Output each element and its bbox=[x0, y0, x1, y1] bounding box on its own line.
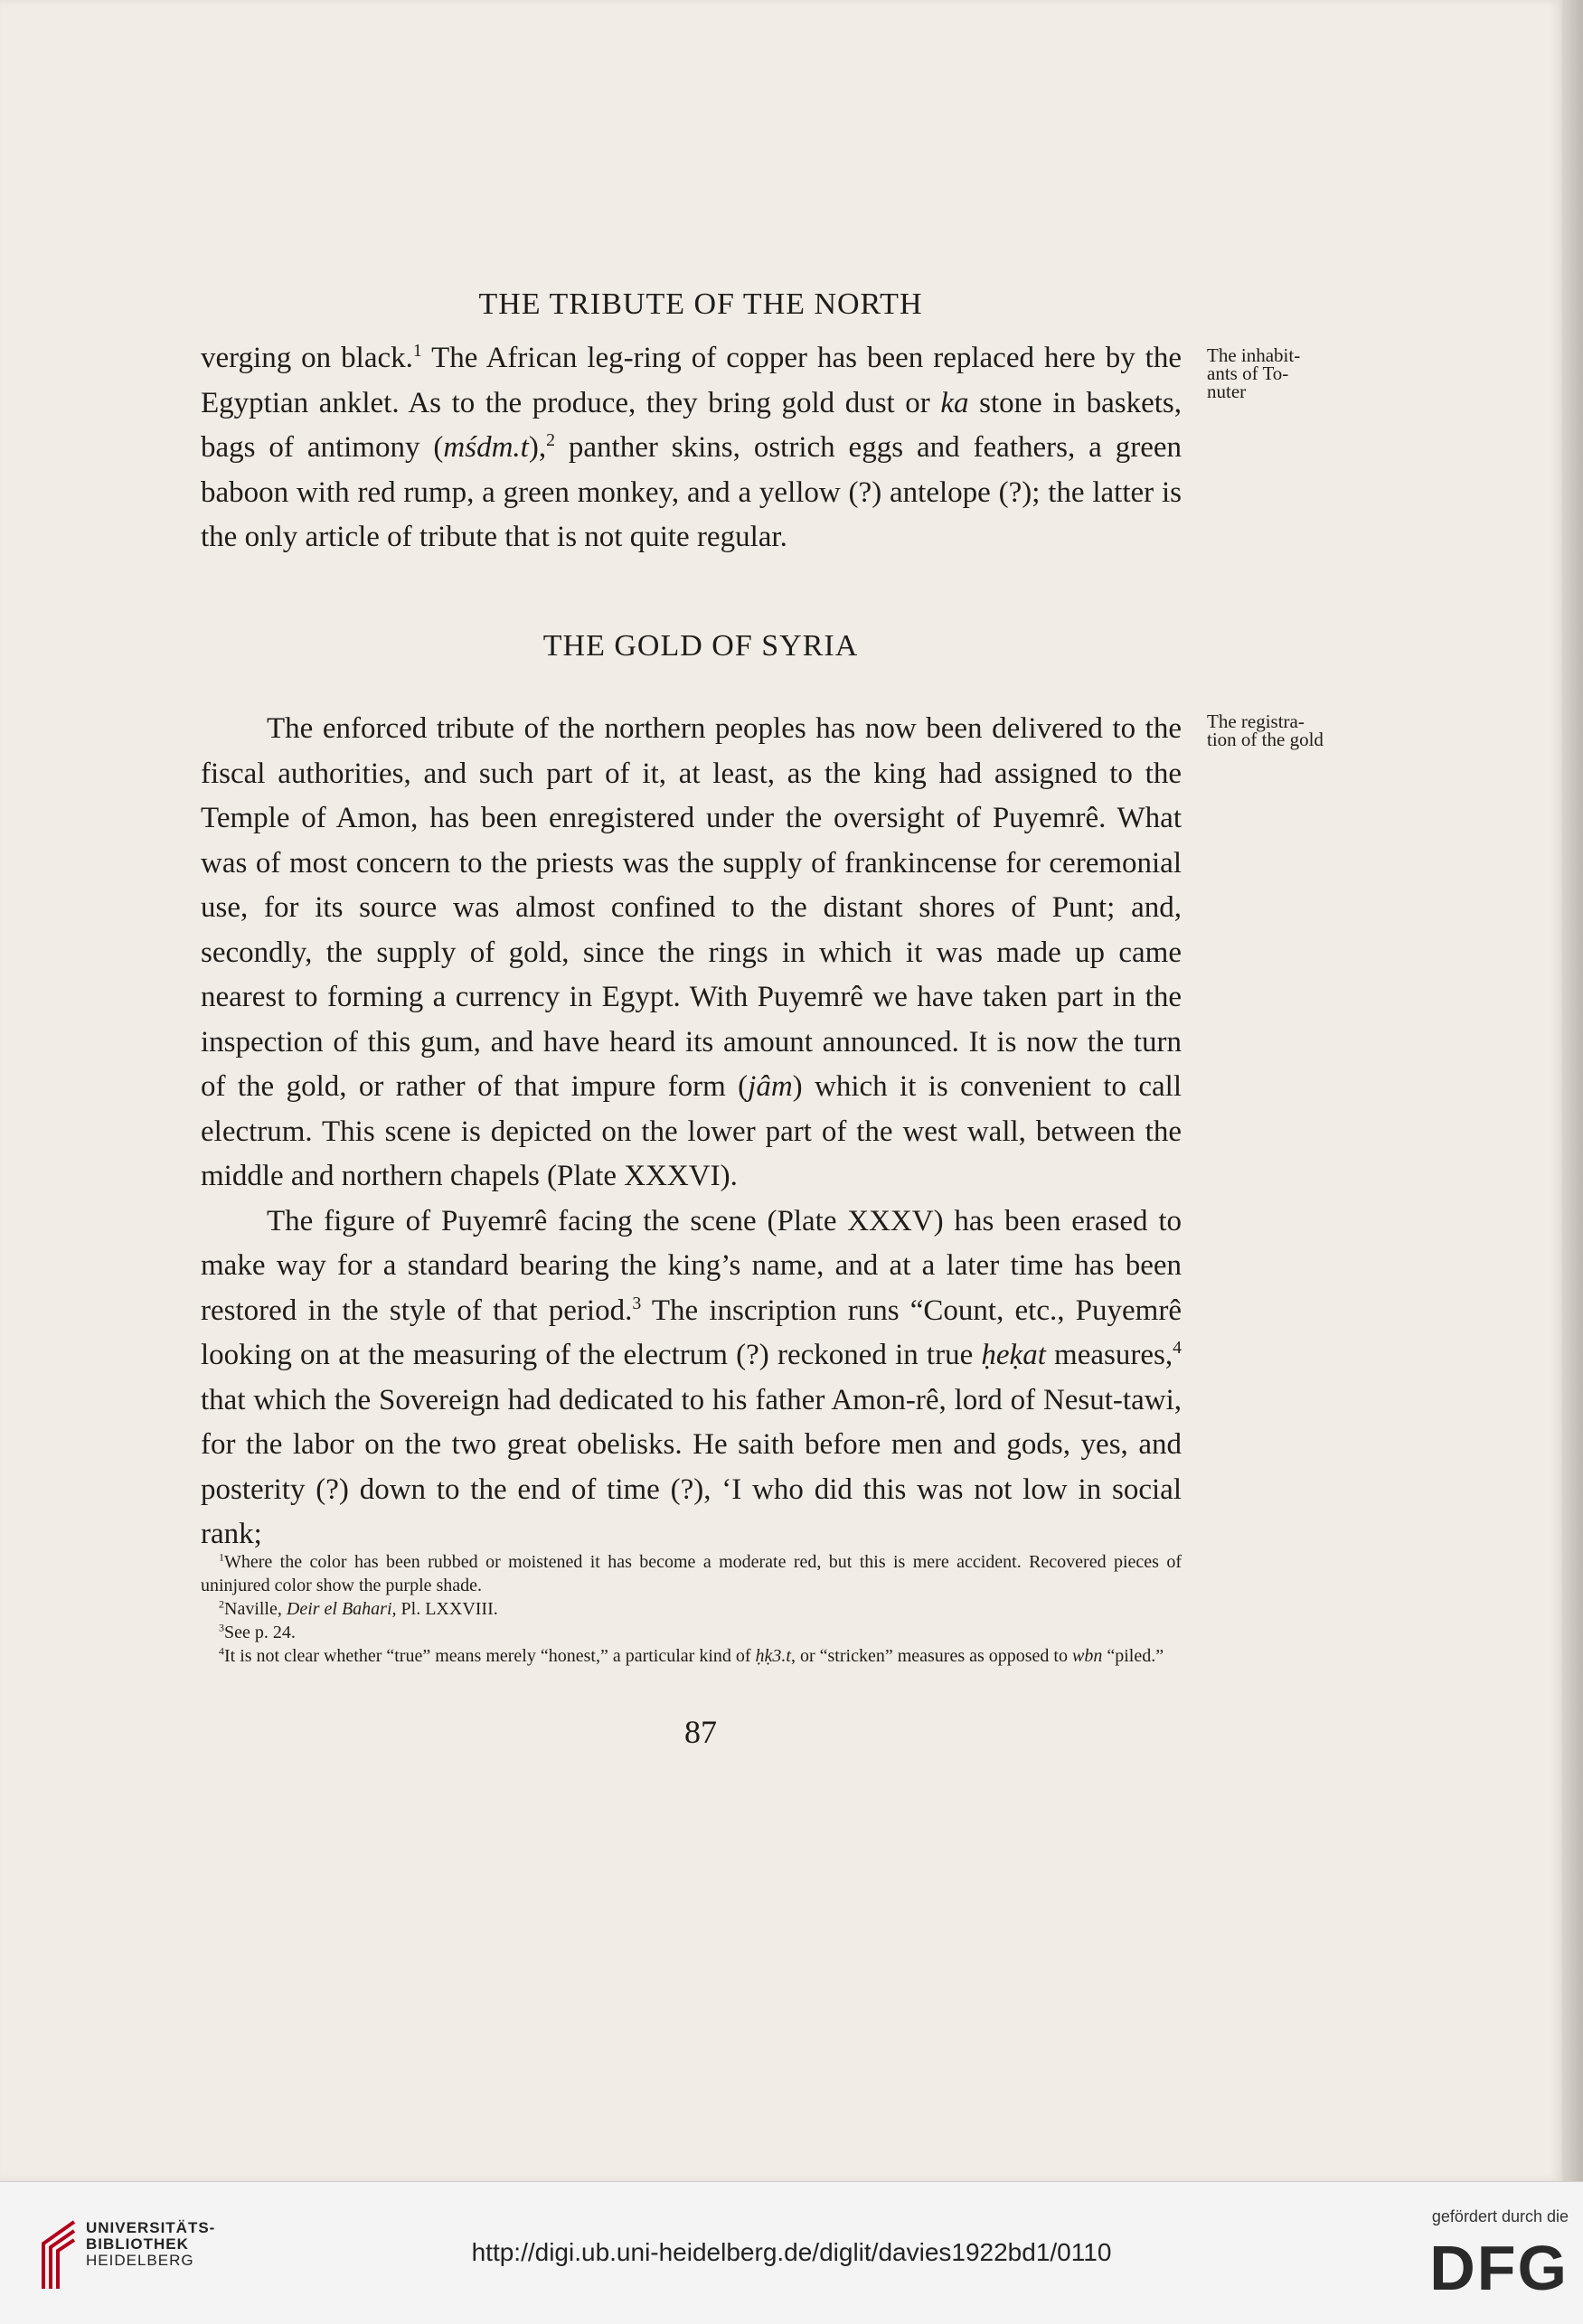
text-run: verging on black. bbox=[201, 342, 413, 374]
footnote-italic: wbn bbox=[1071, 1646, 1103, 1666]
page-edge bbox=[1562, 0, 1583, 2181]
italic-term: jâm bbox=[748, 1070, 793, 1103]
footnote-mark: 4 bbox=[219, 1644, 224, 1658]
footnote-text: Pl. LXXVIII. bbox=[396, 1599, 498, 1619]
footnote-mark: 3 bbox=[219, 1621, 224, 1634]
text-run: ), bbox=[528, 431, 547, 464]
running-head: THE TRIBUTE OF THE NORTH bbox=[478, 287, 923, 321]
footnote-ref-4: 4 bbox=[1173, 1338, 1182, 1358]
paragraph-3 bbox=[201, 1200, 1182, 1557]
footnote-1 bbox=[201, 1550, 1182, 1597]
footnote-text: Naville, bbox=[224, 1599, 287, 1619]
footnote-mark: 2 bbox=[219, 1597, 224, 1611]
footnote-ref-1: 1 bbox=[412, 341, 422, 361]
italic-term: mśdm.t bbox=[443, 431, 529, 464]
paragraph-inhabitants bbox=[201, 336, 1182, 560]
text-run: that which the Sovereign had dedicated to his father Amon-rê, lord of Nesut-tawi, for the labor on the two great obelisks. He saith before men and gods, yes, and posterity (?) down to the end of time (?), ‘I who did this was not low in social rank; bbox=[201, 1383, 1182, 1550]
text-run: stone in baskets, bags of antimony ( bbox=[201, 386, 1182, 464]
viewer-footer bbox=[0, 2181, 1583, 2324]
section-title: THE GOLD OF SYRIA bbox=[542, 629, 859, 663]
dfg-logo: DFG bbox=[1429, 2233, 1569, 2303]
text-run: The inscription runs “Count, etc., Puyemrê looking on at the measuring of the electrum (?) reckoned in true bbox=[201, 1294, 1182, 1371]
footnote-italic: Deir el Bahari, bbox=[286, 1599, 397, 1619]
library-name-line-3: HEIDELBERG bbox=[86, 2252, 194, 2269]
page-number: 87 bbox=[684, 1714, 717, 1750]
library-name-line-1: UNIVERSITÄTS- bbox=[86, 2219, 216, 2236]
paragraph-1 bbox=[201, 336, 1182, 560]
footnote-text: Where the color has been rubbed or moistened it has become a moderate red, but this is mere accident. Recovered pieces of uninjured color show the purple shade. bbox=[201, 1552, 1182, 1595]
footnote-text: See p. 24. bbox=[224, 1623, 296, 1642]
text-run: The figure of Puyemrê facing the scene (Plate XXXV) has been erased to make way for a standard bearing the king’s name, and at a later time has been restored in the style of that period. bbox=[201, 1204, 1182, 1327]
text-run: The African leg-ring of copper has been replaced here by the Egyptian anklet. As to the produce, they bring gold dust or bbox=[201, 342, 1182, 419]
footnote-italic: ḥḳ3.t bbox=[755, 1646, 791, 1666]
footnote-text: It is not clear whether “true” means merely “honest,” a particular kind of bbox=[224, 1646, 756, 1666]
permalink-url[interactable]: http://digi.ub.uni-heidelberg.de/diglit/davies1922bd1/0110 bbox=[471, 2238, 1112, 2266]
text-run: The enforced tribute of the northern peoples has now been delivered to the fiscal authorities, and such part of it, at least, as the king had assigned to the Temple of Amon, has been enregistered under the oversight of Puyemrê. What was of most concern to the priests was the supply of frankincense for ceremonial use, for its source was almost confined to the distant shores of Punt; and, secondly, the supply of gold, since the rings in which it was made up came nearest to forming a currency in Egypt. With Puyemrê we have taken part in the inspection of this gum, and have heard its amount announced. It is now the turn of the gold, or rather of that impure form ( bbox=[201, 712, 1182, 1103]
footnote-text: , or “stricken” measures as opposed to bbox=[790, 1646, 1072, 1666]
footnote-3 bbox=[201, 1621, 1182, 1644]
section-body bbox=[201, 707, 1182, 1557]
footnote-2 bbox=[201, 1597, 1182, 1621]
footnote-ref-3: 3 bbox=[632, 1293, 642, 1313]
text-run: measures, bbox=[1045, 1339, 1173, 1371]
footnote-text: “piled.” bbox=[1102, 1646, 1164, 1666]
footnote-mark: 1 bbox=[219, 1550, 224, 1564]
library-name-line-2: BIBLIOTHEK bbox=[86, 2235, 189, 2253]
footnotes bbox=[201, 1550, 1182, 1668]
footnote-ref-2: 2 bbox=[546, 430, 555, 450]
margin-note-inhabitants: The inhabit-ants of To-nuter bbox=[1207, 344, 1301, 402]
text-run: ) which it is convenient to call electrum. This scene is depicted on the lower part of the west wall, between the middle and northern chapels (Plate XXXVI). bbox=[201, 1070, 1182, 1192]
paragraph-2 bbox=[201, 707, 1182, 1200]
margin-note-registration: The registra-tion of the gold bbox=[1207, 710, 1324, 750]
footnote-4 bbox=[201, 1644, 1182, 1668]
text-run: panther skins, ostrich eggs and feathers, a green baboon with red rump, a green monkey, and a yellow (?) antelope (?); the latter is the only article of tribute that is not quite regular. bbox=[201, 431, 1182, 553]
italic-term: ḥeḳat bbox=[981, 1339, 1046, 1371]
italic-term: ka bbox=[940, 386, 969, 419]
funding-caption: gefördert durch die bbox=[1431, 2207, 1569, 2225]
